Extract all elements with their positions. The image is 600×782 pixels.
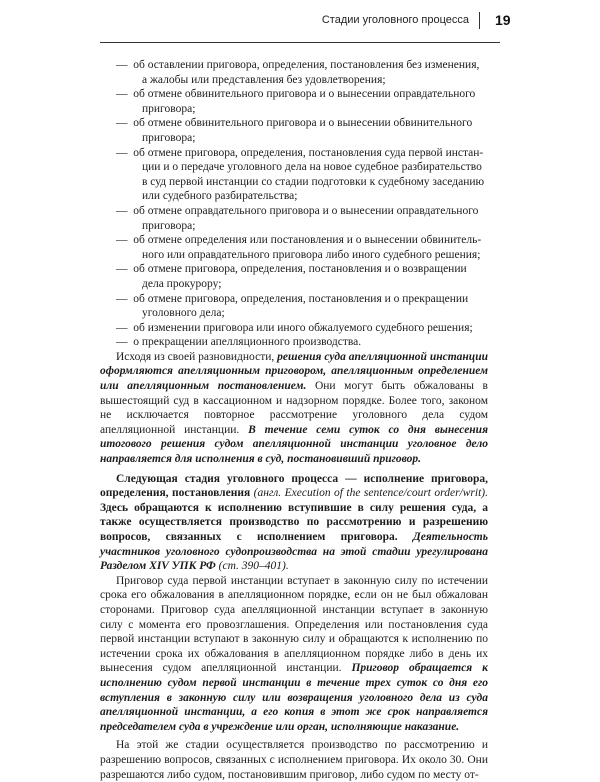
para1-emphasis-2: В течение семи суток со дня вынесения итогового решения судом апелляционной инстанции уголовное дело направляется для исполнения в суд, постановивший приговор. bbox=[100, 423, 488, 466]
para2-emphasis: Деятельность участников уголовного судопроизводства на этой стадии урегулирована Разделом XIV УПК РФ bbox=[100, 531, 488, 573]
page-body bbox=[100, 58, 488, 782]
running-header bbox=[0, 0, 600, 44]
para2-bold-lead: Следующая стадия уголовного процесса — исполнение приговора, определения, постановления bbox=[100, 472, 488, 500]
list-item-first-line: — об отмене оправдательного приговора и о вынесении оправдательного bbox=[116, 204, 479, 217]
paragraph-execution-questions bbox=[100, 738, 488, 782]
list-item bbox=[100, 146, 488, 204]
list-item-continuation: уголовного дела; bbox=[142, 307, 225, 320]
list-item-continuation: приговора; bbox=[142, 219, 196, 232]
list-item bbox=[100, 116, 488, 145]
list-item bbox=[100, 204, 488, 233]
list-item bbox=[100, 87, 488, 116]
list-item bbox=[100, 292, 488, 321]
list-item-continuation: а жалобы или представления без удовлетворения; bbox=[142, 73, 386, 86]
list-item bbox=[100, 233, 488, 262]
para1-emphasis: решения суда апелляционной инстанции оформляются апелляционным приговором, апелляционным определением или апелляционным постановлением. bbox=[100, 350, 488, 393]
para3-emphasis: Приговор обращается к исполнению судом первой инстанции в течение трех суток со дня его вступления в законную силу или возвращения уголовного дела из суда апелляционной инстанции, а его копия в этот же срок направляется председателем суда в учреждение или орган, исполняющие наказание. bbox=[100, 662, 488, 733]
list-item-first-line: — об отмене обвинительного приговора и о вынесении обвинительного bbox=[116, 117, 473, 130]
para2-english-term: (англ. Execution of the sentence/court order/writ). bbox=[250, 487, 488, 500]
list-item-first-line: — об отмене приговора, определения, постановления и о прекращении bbox=[116, 292, 469, 305]
para2-bold-rest: Здесь обращаются к исполнению вступившие в силу решения суда, а также осуществляется производство по рассмотрению и разрешению вопросов, связанных с исполнением приговора. bbox=[100, 501, 488, 543]
para4-text: На этой же стадии осуществляется производство по рассмотрению и разрешению вопросов, связанных с исполнением приговора. Их около 30. Они разрешаются либо судом, постановившим приговор, либо судом по месту от- bbox=[100, 739, 488, 781]
list-item-first-line: — об отмене определения или постановления и о вынесении обвинитель- bbox=[116, 234, 482, 247]
paragraph-legal-force bbox=[100, 574, 488, 735]
para2-article-ref: (ст. 390–401). bbox=[215, 560, 289, 573]
list-item-continuation: дела прокурору; bbox=[142, 277, 222, 290]
list-item-first-line: — об отмене приговора, определения, постановления суда первой инстан- bbox=[116, 146, 484, 159]
list-item-first-line: — об изменении приговора или иного обжалуемого судебного решения; bbox=[116, 321, 473, 334]
para1-lead: Исходя из своей разновидности, bbox=[116, 350, 278, 363]
bullet-list bbox=[100, 58, 488, 350]
list-item-continuation: приговора; bbox=[142, 131, 196, 144]
header-rule bbox=[100, 42, 500, 43]
list-item-continuation: или судебного разбирательства; bbox=[142, 190, 298, 203]
list-item bbox=[100, 262, 488, 291]
para1-rest: Они могут быть обжалованы в вышестоящий суд в кассационном и надзорном порядке. Более того, законом не исключается повторное рассмотрение уголовного дела судом апелляционной инстанции. bbox=[100, 380, 488, 436]
list-item-first-line: — об оставлении приговора, определения, постановления без изменения, bbox=[116, 59, 480, 71]
paragraph-execution-stage bbox=[100, 472, 488, 574]
list-item-continuation: в суд первой инстанции со стадии подготовки к судебному заседанию bbox=[142, 175, 485, 188]
header-separator bbox=[479, 12, 480, 29]
list-item-first-line: — об отмене приговора, определения, постановления и о возвращении bbox=[116, 263, 467, 276]
list-item-continuation: приговора; bbox=[142, 102, 196, 115]
list-item bbox=[100, 321, 488, 336]
page-number: 19 bbox=[495, 12, 511, 28]
list-item bbox=[100, 58, 488, 87]
list-item-continuation: ного или оправдательного приговора либо иного судебного решения; bbox=[142, 248, 481, 261]
running-title: Стадии уголовного процесса bbox=[321, 14, 469, 26]
list-item-first-line: — о прекращении апелляционного производства. bbox=[116, 336, 362, 349]
list-item bbox=[100, 335, 488, 350]
list-item-continuation: ции и о передаче уголовного дела на новое судебное разбирательство bbox=[142, 161, 482, 174]
para3-text: Приговор суда первой инстанции вступает в законную силу по истечении срока его обжалования в апелляционном порядке, если он не был обжалован сторонами. Приговор суда апелляционной инстанции вступает в законную силу с момента его провозглашения. Определения или постановления суда первой инстанции вступают в законную силу и обращаются к исполнению по истечении срока их обжалования в апелляционном порядке либо в день их вынесения судом апелляционной инстанции. bbox=[100, 574, 488, 675]
list-item-first-line: — об отмене обвинительного приговора и о вынесении оправдательного bbox=[116, 88, 476, 101]
paragraph-appeal-decisions bbox=[100, 350, 488, 467]
